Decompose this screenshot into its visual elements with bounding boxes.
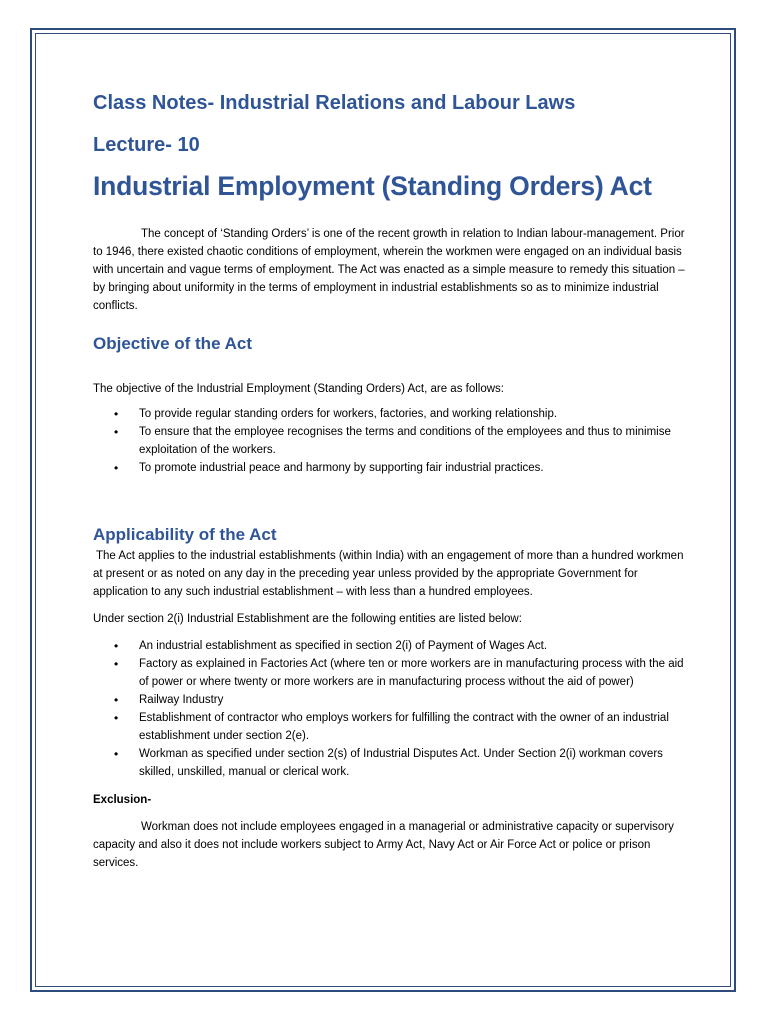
applicability-heading: Applicability of the Act [93, 525, 277, 544]
list-item: • To ensure that the employee recognises the terms and conditions of the employees and thus to minimise exploitation of the workers. [139, 423, 685, 459]
list-item: • Establishment of contractor who employs workers for fulfilling the contract with the owner of an industrial establishment under section 2(e). [139, 709, 685, 745]
list-item: • Railway Industry [139, 691, 685, 709]
intro-paragraph: The concept of ‘Standing Orders’ is one of the recent growth in relation to Indian labour-management. Prior to 1946, there existed chaotic conditions of employment, wherein the workmen were engaged on an individual basis with uncertain and vague terms of employment. The Act was enacted as a simple measure to remedy this situation – by bringing about uniformity in the terms of employment in industrial establishments so as to minimize industrial conflicts. [93, 228, 685, 312]
list-item: • To promote industrial peace and harmony by supporting fair industrial practices. [139, 459, 685, 477]
exclusion-paragraph: Workman does not include employees engaged in a managerial or administrative capacity or supervisory capacity and also it does not include workers subject to Army Act, Navy Act or Air Force Act or police or prison services. [93, 821, 674, 869]
applicability-paragraph: The Act applies to the industrial establishments (within India) with an engagement of more than a hundred workmen at present or as noted on any day in the preceding year unless provided by the appropriate Government for application to any such industrial establishment – with less than a hundred employees. [93, 550, 684, 598]
class-notes-heading: Class Notes- Industrial Relations and Labour Laws [93, 92, 576, 114]
objective-lead: The objective of the Industrial Employment (Standing Orders) Act, are as follows: [93, 383, 504, 395]
lecture-heading: Lecture- 10 [93, 134, 200, 156]
objective-list [93, 405, 685, 477]
entities-list [93, 637, 685, 781]
list-item: • An industrial establishment as specified in section 2(i) of Payment of Wages Act. [139, 637, 685, 655]
list-item: • Workman as specified under section 2(s) of Industrial Disputes Act. Under Section 2(i) workman covers skilled, unskilled, manual or clerical work. [139, 745, 685, 781]
exclusion-label: Exclusion- [93, 794, 152, 806]
list-item: • To provide regular standing orders for workers, factories, and working relationship. [139, 405, 685, 423]
objective-heading: Objective of the Act [93, 334, 253, 353]
section-lead: Under section 2(i) Industrial Establishment are the following entities are listed below: [93, 613, 522, 625]
document-content [93, 88, 685, 872]
list-item: • Factory as explained in Factories Act (where ten or more workers are in manufacturing process with the aid of power or where twenty or more workers are in manufacturing process without the aid of power) [139, 655, 685, 691]
document-title: Industrial Employment (Standing Orders) Act [93, 171, 652, 201]
